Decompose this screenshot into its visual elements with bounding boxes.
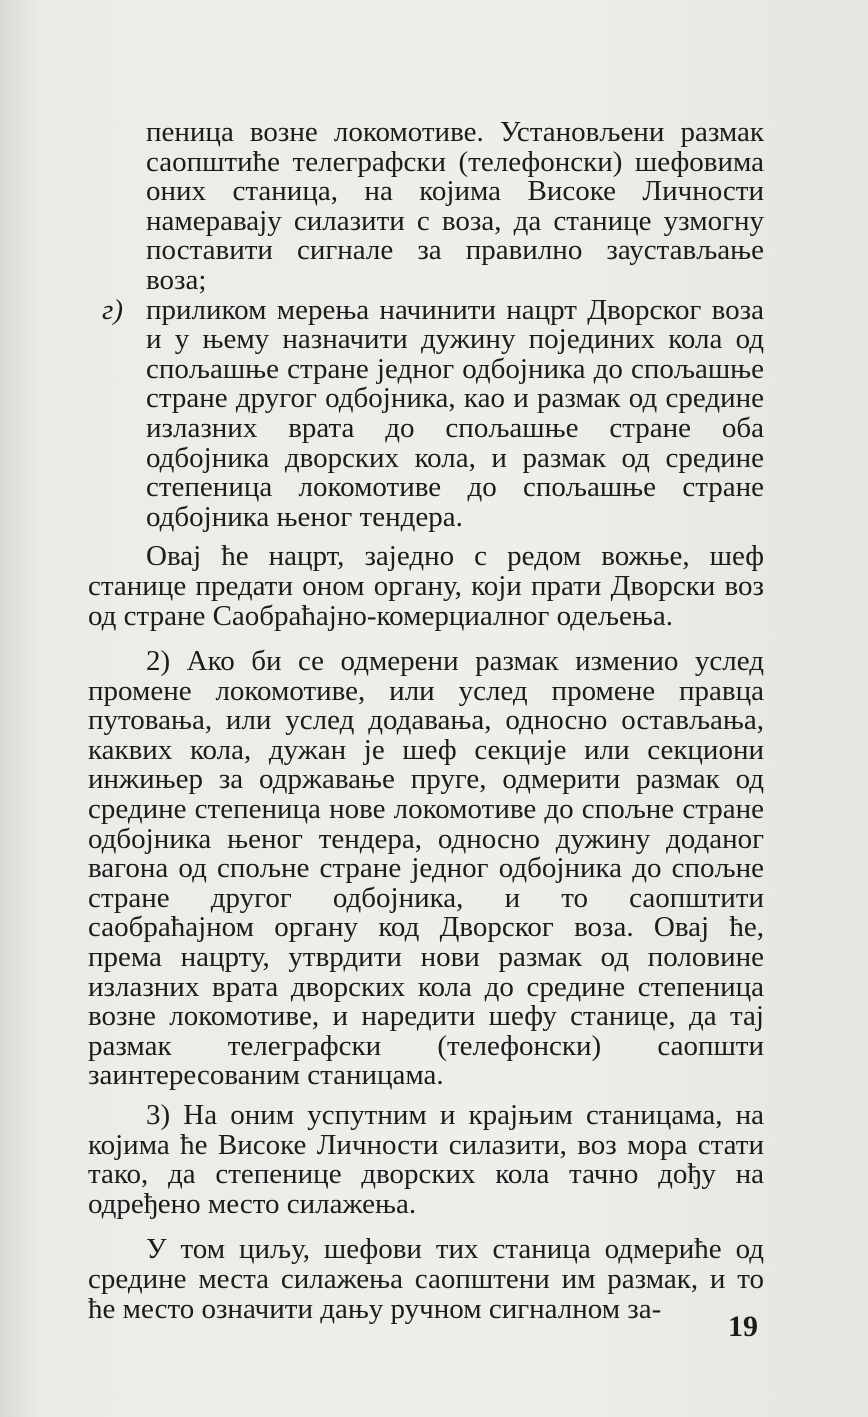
body-text	[88, 118, 764, 1324]
list-marker: г)	[102, 293, 123, 326]
list-item-g	[88, 293, 764, 533]
continuation-paragraph: пеница возне локомотиве. Установљени размак саопштиће телеграфски (телефонски) шефовима оних станица, на којима Високе Личности намеравају силазити с воза, да станице узмогну поставити сигнале за правилно заустављање воза;	[146, 116, 764, 296]
page-number: 19	[728, 1310, 758, 1343]
list-item-text: приликом мерења начинити нацрт Дворског воза и у њему назначити дужину појединих кола од спољашње стране једног одбојника до спољашње стране другог одбојника, као и размак од средине излазних врата до спољашње стране оба одбојника дворских кола, и размак од средине степеница локомотиве до спољашње стране одбојника њеног тендера.	[146, 293, 764, 533]
paragraph-2: 2) Ако би се одмерени размак изменио услед промене локомотиве, или услед промене правца путовања, или услед додавања, односно остављања, каквих кола, дужан је шеф секције или секциони инжињер за одржавање пруге, одмерити размак од средине степеница нове локомотиве до спољне стране одбојника њеног тендера, односно дужину доданог вагона од спољне стране једног одбојника до спољне стране другог одбојника, и то саопштити саобраћајном органу код Дворског воза. Овај ће, према нацрту, утврдити нови размак од половине излазних врата дворских кола до средине степеница возне локомотиве, и наредити шефу станице, да тај размак телеграфски (телефонски) саопшти заинтересованим станицама.	[88, 645, 764, 1092]
paragraph-final: У том циљу, шефови тих станица одмериће од средине места силажења саопштени им размак, и то ће место означити дању ручном сигналном за-	[88, 1233, 764, 1325]
paragraph-draft: Овај ће нацрт, заједно с редом вожње, шеф станице предати оном органу, који прати Дворски воз од стране Саобраћајно-комерциалног одељења.	[88, 540, 764, 632]
paragraph-3: 3) На оним успутним и крајњим станицама, на којима ће Високе Личности силазити, воз мора стати тако, да степенице дворских кола тачно дођу на одређено место силажења.	[88, 1099, 764, 1220]
